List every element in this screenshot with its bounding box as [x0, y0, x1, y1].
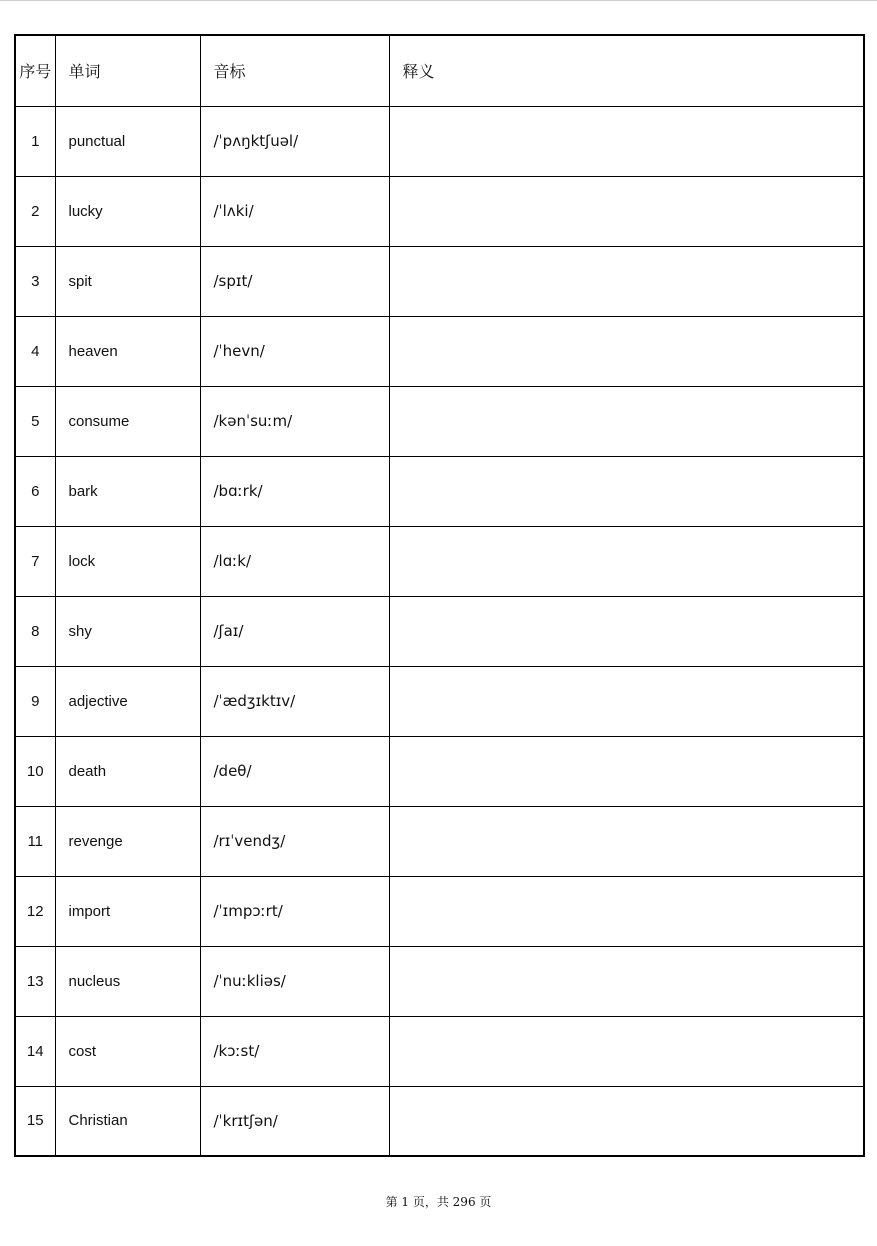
row-phonetic: /ˈpʌŋktʃuəl/	[200, 106, 389, 176]
table-row	[15, 666, 864, 736]
row-phonetic: /deθ/	[200, 736, 389, 806]
row-word: import	[55, 876, 200, 946]
row-phonetic: /kɔːst/	[200, 1016, 389, 1086]
row-word: revenge	[55, 806, 200, 876]
row-phonetic: /rɪˈvendʒ/	[200, 806, 389, 876]
header-phonetic: 音标	[200, 35, 389, 106]
header-definition: 释义	[389, 35, 864, 106]
row-word: punctual	[55, 106, 200, 176]
table-row	[15, 526, 864, 596]
row-definition	[389, 876, 864, 946]
row-phonetic: /ˈɪmpɔːrt/	[200, 876, 389, 946]
row-number: 15	[15, 1086, 55, 1156]
row-definition	[389, 806, 864, 876]
row-word: nucleus	[55, 946, 200, 1016]
table-row	[15, 736, 864, 806]
row-definition	[389, 946, 864, 1016]
row-definition	[389, 736, 864, 806]
row-number: 1	[15, 106, 55, 176]
row-definition	[389, 386, 864, 456]
table-row	[15, 246, 864, 316]
row-phonetic: /lɑːk/	[200, 526, 389, 596]
table-row	[15, 1086, 864, 1156]
row-definition	[389, 1086, 864, 1156]
table-row	[15, 596, 864, 666]
row-number: 11	[15, 806, 55, 876]
row-number: 10	[15, 736, 55, 806]
row-phonetic: /ˈhevn/	[200, 316, 389, 386]
vocabulary-table	[14, 34, 865, 1157]
row-number: 6	[15, 456, 55, 526]
row-number: 3	[15, 246, 55, 316]
row-number: 7	[15, 526, 55, 596]
row-number: 2	[15, 176, 55, 246]
row-definition	[389, 526, 864, 596]
row-word: consume	[55, 386, 200, 456]
header-word: 单词	[55, 35, 200, 106]
table-row	[15, 316, 864, 386]
row-definition	[389, 596, 864, 666]
row-number: 14	[15, 1016, 55, 1086]
row-phonetic: /ˈædʒɪktɪv/	[200, 666, 389, 736]
row-definition	[389, 666, 864, 736]
row-definition	[389, 246, 864, 316]
row-phonetic: /ˈnuːkliəs/	[200, 946, 389, 1016]
row-number: 13	[15, 946, 55, 1016]
row-word: heaven	[55, 316, 200, 386]
row-phonetic: /spɪt/	[200, 246, 389, 316]
row-definition	[389, 316, 864, 386]
row-definition	[389, 176, 864, 246]
table-row	[15, 1016, 864, 1086]
table-row	[15, 806, 864, 876]
table-row	[15, 386, 864, 456]
row-word: adjective	[55, 666, 200, 736]
row-word: lucky	[55, 176, 200, 246]
row-word: Christian	[55, 1086, 200, 1156]
table-row	[15, 876, 864, 946]
row-definition	[389, 456, 864, 526]
header-number: 序号	[15, 35, 55, 106]
page-footer: 第 1 页，共 296 页	[385, 1195, 492, 1209]
row-definition	[389, 106, 864, 176]
row-word: cost	[55, 1016, 200, 1086]
row-phonetic: /kənˈsuːm/	[200, 386, 389, 456]
row-word: spit	[55, 246, 200, 316]
row-phonetic: /bɑːrk/	[200, 456, 389, 526]
table-row	[15, 106, 864, 176]
row-phonetic: /ʃaɪ/	[200, 596, 389, 666]
row-phonetic: /ˈkrɪtʃən/	[200, 1086, 389, 1156]
row-phonetic: /ˈlʌki/	[200, 176, 389, 246]
row-word: death	[55, 736, 200, 806]
row-number: 4	[15, 316, 55, 386]
row-number: 5	[15, 386, 55, 456]
table-row	[15, 456, 864, 526]
row-number: 8	[15, 596, 55, 666]
row-word: shy	[55, 596, 200, 666]
row-word: bark	[55, 456, 200, 526]
table-header-row	[15, 35, 864, 106]
row-number: 12	[15, 876, 55, 946]
row-number: 9	[15, 666, 55, 736]
table-row	[15, 946, 864, 1016]
row-definition	[389, 1016, 864, 1086]
table-row	[15, 176, 864, 246]
row-word: lock	[55, 526, 200, 596]
page-top-rule	[0, 0, 877, 1]
